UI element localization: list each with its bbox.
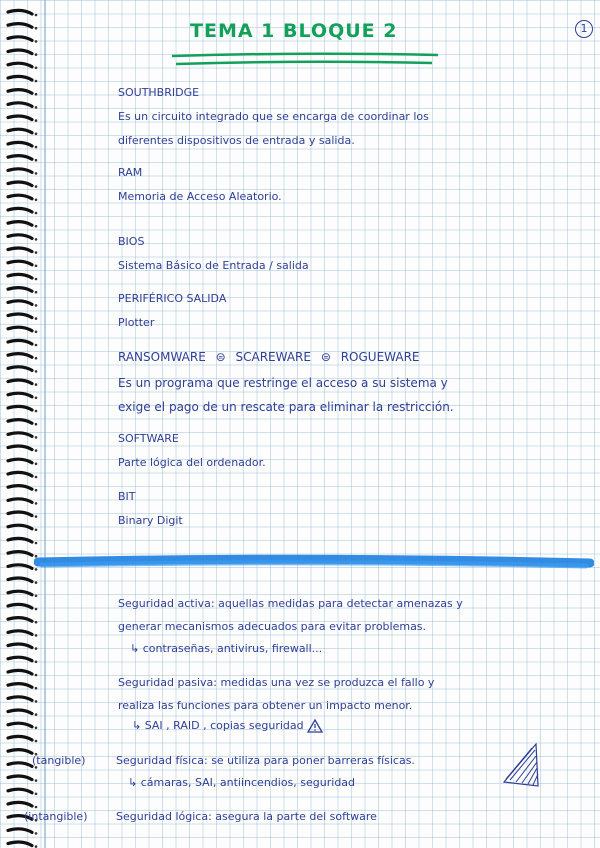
spiral-loop xyxy=(8,156,32,160)
spiral-loop xyxy=(8,684,32,688)
spiral-hole xyxy=(35,476,38,479)
spiral-hole xyxy=(35,489,38,492)
equals-separator: ⊜ xyxy=(320,350,331,364)
ransomware-heading: RANSOMWARE xyxy=(118,350,206,364)
spiral-loop xyxy=(8,842,32,846)
spiral-loop xyxy=(8,829,32,833)
spiral-loop xyxy=(8,288,32,292)
spiral-hole xyxy=(35,265,38,268)
intangible-label: (intangible) xyxy=(24,810,88,823)
spiral-loop xyxy=(8,142,32,146)
spiral-hole xyxy=(35,133,38,136)
seguridad-pasiva-examples: ↳ SAI , RAID , copias seguridad xyxy=(132,719,304,732)
ransomware-heading-row xyxy=(118,350,420,364)
seguridad-fisica-examples: ↳ cámaras, SAI, antiincendios, seguridad xyxy=(128,776,356,789)
periferico-text: Plotter xyxy=(118,316,155,329)
equals-separator: ⊜ xyxy=(215,350,226,364)
spiral-hole xyxy=(35,463,38,466)
ram-text: Memoria de Acceso Aleatorio. xyxy=(118,190,282,203)
spiral-hole xyxy=(35,621,38,624)
ram-heading: RAM xyxy=(118,166,143,179)
spiral-loop xyxy=(8,763,32,767)
spiral-hole xyxy=(35,608,38,611)
spiral-loop xyxy=(8,301,32,305)
spiral-loop xyxy=(8,367,32,371)
spiral-loop xyxy=(8,248,32,252)
ransomware-line1: Es un programa que restringe el acceso a su sistema y xyxy=(118,376,448,390)
spiral-hole xyxy=(35,199,38,202)
spiral-hole xyxy=(35,436,38,439)
spiral-loop xyxy=(8,50,32,54)
spiral-hole xyxy=(35,674,38,677)
spiral-loop xyxy=(8,789,32,793)
spiral-loop xyxy=(8,327,32,331)
spiral-hole xyxy=(35,225,38,228)
spiral-loop xyxy=(8,90,32,94)
bios-heading: BIOS xyxy=(118,235,145,248)
spiral-hole xyxy=(35,304,38,307)
spiral-loop xyxy=(8,37,32,41)
southbridge-heading: SOUTHBRIDGE xyxy=(118,86,200,99)
bit-heading: BIT xyxy=(118,490,136,503)
spiral-hole xyxy=(35,80,38,83)
spiral-loop xyxy=(8,182,32,186)
spiral-loop xyxy=(8,552,32,556)
spiral-hole xyxy=(35,331,38,334)
spiral-loop xyxy=(8,314,32,318)
southbridge-line2: diferentes dispositivos de entrada y salida. xyxy=(118,134,355,147)
spiral-loop xyxy=(8,235,32,239)
spiral-loop xyxy=(8,420,32,424)
spiral-hole xyxy=(35,106,38,109)
spiral-loop xyxy=(8,631,32,635)
seguridad-activa-line2: generar mecanismos adecuados para evitar problemas. xyxy=(118,620,427,633)
spiral-loop xyxy=(8,433,32,437)
spiral-loop xyxy=(8,63,32,67)
spiral-loop xyxy=(8,459,32,463)
spiral-loop xyxy=(8,710,32,714)
spiral-loop xyxy=(8,472,32,476)
spiral-hole xyxy=(35,370,38,373)
seguridad-logica-line1: Seguridad lógica: asegura la parte del software xyxy=(116,810,377,823)
spiral-hole xyxy=(35,383,38,386)
highlighter-divider xyxy=(34,553,594,573)
spiral-hole xyxy=(35,93,38,96)
rogueware-heading: ROGUEWARE xyxy=(340,350,420,364)
spiral-loop xyxy=(8,512,32,516)
spiral-loop xyxy=(8,697,32,701)
spiral-loop xyxy=(8,10,32,14)
spiral-loop xyxy=(8,538,32,542)
software-text: Parte lógica del ordenador. xyxy=(118,456,266,469)
spiral-loop xyxy=(8,261,32,265)
spiral-loop xyxy=(8,591,32,595)
margin-line xyxy=(44,0,46,848)
spiral-loop xyxy=(8,24,32,28)
spiral-loop xyxy=(8,103,32,107)
spiral-loop xyxy=(8,195,32,199)
spiral-loop xyxy=(8,380,32,384)
spiral-loop xyxy=(8,499,32,503)
spiral-hole xyxy=(35,185,38,188)
spiral-hole xyxy=(35,291,38,294)
spiral-loop xyxy=(8,604,32,608)
spiral-hole xyxy=(35,14,38,17)
bios-text: Sistema Básico de Entrada / salida xyxy=(118,259,309,272)
spiral-hole xyxy=(35,502,38,505)
spiral-hole xyxy=(35,529,38,532)
spiral-hole xyxy=(35,687,38,690)
spiral-hole xyxy=(35,278,38,281)
warning-icon xyxy=(307,719,323,733)
spiral-loop xyxy=(8,644,32,648)
spiral-hole xyxy=(35,779,38,782)
spiral-hole xyxy=(35,793,38,796)
seguridad-activa-line1: Seguridad activa: aquellas medidas para detectar amenazas y xyxy=(118,597,463,610)
spiral-hole xyxy=(35,317,38,320)
spiral-loop xyxy=(8,116,32,120)
spiral-hole xyxy=(35,357,38,360)
spiral-hole xyxy=(35,542,38,545)
periferico-heading: PERIFÉRICO SALIDA xyxy=(118,292,227,305)
spiral-hole xyxy=(35,159,38,162)
spiral-hole xyxy=(35,410,38,413)
spiral-loop xyxy=(8,208,32,212)
seguridad-pasiva-examples-row xyxy=(132,719,323,733)
ransomware-line2: exige el pago de un rescate para eliminar la restricción. xyxy=(118,400,454,414)
spiral-hole xyxy=(35,595,38,598)
spiral-loop xyxy=(8,406,32,410)
spiral-hole xyxy=(35,740,38,743)
spiral-hole xyxy=(35,581,38,584)
spiral-loop xyxy=(8,354,32,358)
spiral-hole xyxy=(35,344,38,347)
spiral-loop xyxy=(8,340,32,344)
spiral-loop xyxy=(8,525,32,529)
spiral-loop xyxy=(8,274,32,278)
spiral-hole xyxy=(35,700,38,703)
page-title: TEMA 1 BLOQUE 2 xyxy=(190,20,398,42)
seguridad-pasiva-line1: Seguridad pasiva: medidas una vez se produzca el fallo y xyxy=(118,676,435,689)
spiral-loop xyxy=(8,776,32,780)
spiral-hole xyxy=(35,119,38,122)
spiral-hole xyxy=(35,40,38,43)
scareware-heading: SCAREWARE xyxy=(235,350,311,364)
spiral-hole xyxy=(35,661,38,664)
spiral-hole xyxy=(35,423,38,426)
spiral-hole xyxy=(35,713,38,716)
spiral-hole xyxy=(35,27,38,30)
spiral-loop xyxy=(8,618,32,622)
seguridad-activa-examples: ↳ contraseñas, antivirus, firewall... xyxy=(130,642,323,655)
spiral-hole xyxy=(35,515,38,518)
spiral-hole xyxy=(35,647,38,650)
spiral-hole xyxy=(35,146,38,149)
page-number: 1 xyxy=(575,20,593,38)
seguridad-pasiva-line2: realiza las funciones para obtener un impacto menor. xyxy=(118,699,413,712)
spiral-loop xyxy=(8,393,32,397)
spiral-hole xyxy=(35,212,38,215)
spiral-hole xyxy=(35,172,38,175)
spiral-loop xyxy=(8,565,32,569)
spiral-loop xyxy=(8,657,32,661)
spiral-hole xyxy=(35,634,38,637)
spiral-loop xyxy=(8,802,32,806)
tangible-label: (tangible) xyxy=(32,754,86,767)
spiral-hole xyxy=(35,397,38,400)
spiral-loop xyxy=(8,723,32,727)
spiral-loop xyxy=(8,750,32,754)
spiral-loop xyxy=(8,446,32,450)
spiral-hole xyxy=(35,251,38,254)
spiral-hole xyxy=(35,727,38,730)
spiral-loop xyxy=(8,76,32,80)
spiral-loop xyxy=(8,578,32,582)
spiral-loop xyxy=(8,670,32,674)
spiral-loop xyxy=(8,486,32,490)
spiral-loop xyxy=(8,169,32,173)
spiral-hole xyxy=(35,67,38,70)
spiral-loop xyxy=(8,736,32,740)
spiral-loop xyxy=(8,222,32,226)
spiral-hole xyxy=(35,449,38,452)
spiral-binding xyxy=(0,0,42,848)
hatched-triangle-doodle xyxy=(502,742,542,790)
spiral-hole xyxy=(35,832,38,835)
spiral-loop xyxy=(8,129,32,133)
spiral-hole xyxy=(35,806,38,809)
bit-text: Binary Digit xyxy=(118,514,183,527)
title-underline xyxy=(170,50,440,72)
southbridge-line1: Es un circuito integrado que se encarga de coordinar los xyxy=(118,110,429,123)
seguridad-fisica-line1: Seguridad física: se utiliza para poner barreras físicas. xyxy=(116,754,415,767)
spiral-hole xyxy=(35,53,38,56)
software-heading: SOFTWARE xyxy=(118,432,179,445)
spiral-hole xyxy=(35,238,38,241)
